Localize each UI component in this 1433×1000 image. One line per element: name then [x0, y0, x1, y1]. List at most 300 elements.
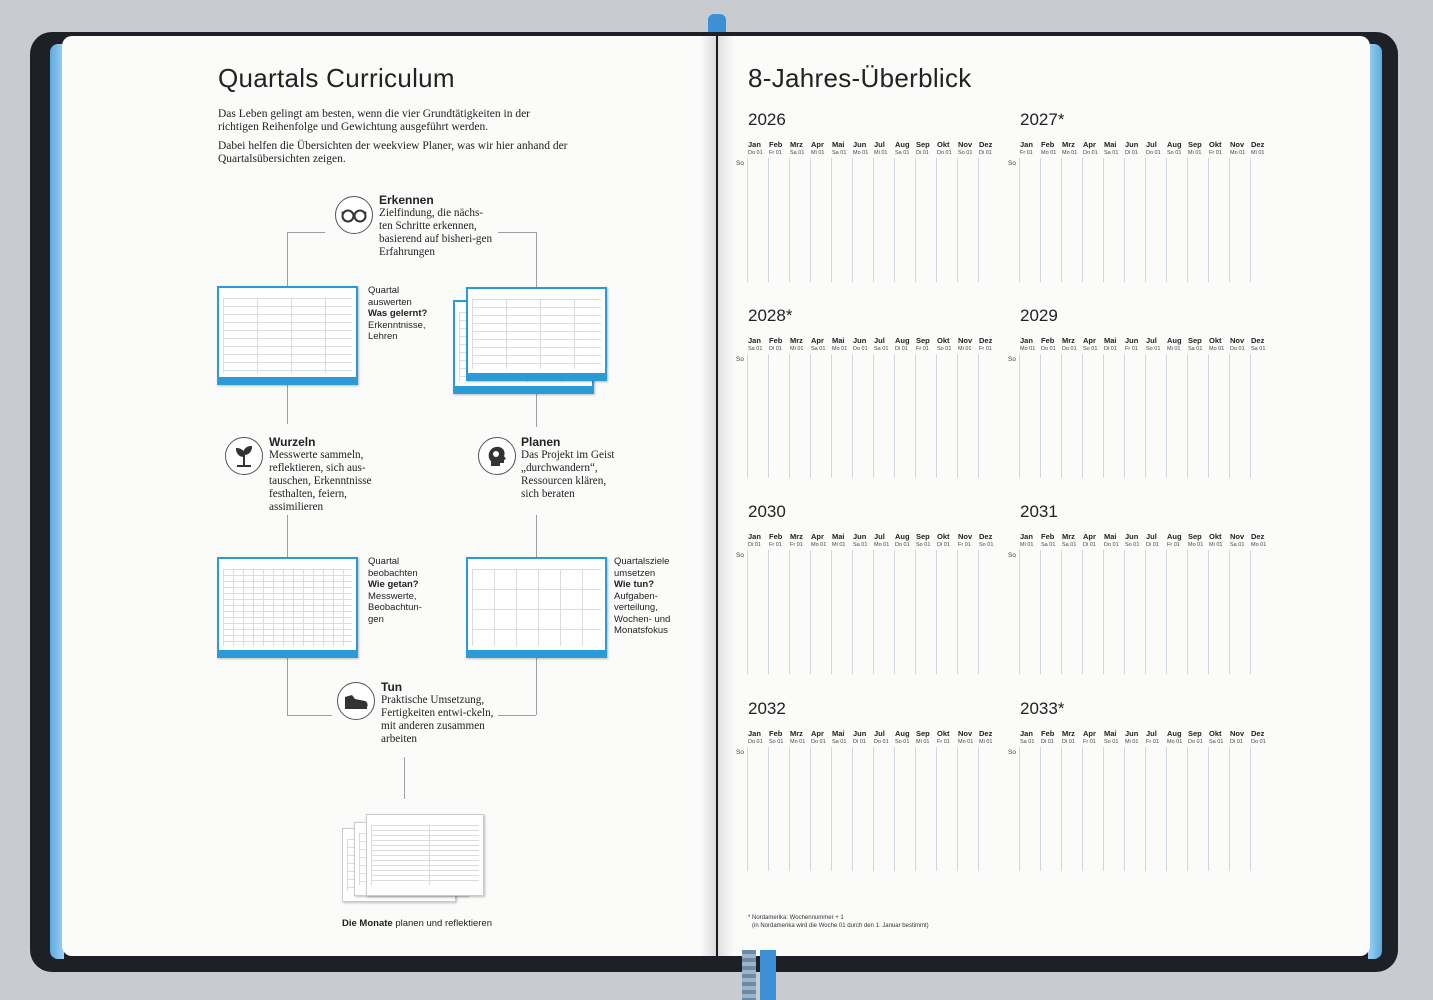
- month-column: [831, 747, 832, 871]
- month-start-day: Mo 01: [874, 542, 890, 548]
- month-column: [852, 550, 853, 674]
- month-start-day: So 01: [1125, 542, 1140, 548]
- month-column: [831, 354, 832, 478]
- month-column: [1061, 158, 1062, 282]
- month-column: [810, 158, 811, 282]
- step-tun: [356, 680, 496, 746]
- month-name: Sep: [1188, 729, 1202, 738]
- month-start-day: Mo 01: [1062, 150, 1078, 156]
- month-name: Okt: [937, 140, 950, 149]
- month-start-day: Mo 01: [1209, 346, 1225, 352]
- month-column: [789, 550, 790, 674]
- month-column: [1208, 354, 1209, 478]
- year-label: 2029: [1020, 306, 1058, 325]
- month-column: [768, 354, 769, 478]
- month-start-day: Di 01: [769, 346, 782, 352]
- step-text: Praktische Umsetzung, Fertigkeiten entwi-ckeln, mit anderen zusammen arbeiten: [381, 694, 494, 745]
- month-name: Mrz: [1062, 532, 1075, 541]
- intro-text: [218, 108, 568, 172]
- step-planen: [496, 435, 626, 501]
- sunday-label: So: [736, 356, 744, 363]
- month-column: [1250, 550, 1251, 674]
- month-start-day: Sa 01: [1062, 542, 1077, 548]
- month-column: [978, 354, 979, 478]
- month-name: Dez: [979, 140, 993, 149]
- month-start-day: Di 01: [1041, 739, 1054, 745]
- arrow-bottom-left: [287, 715, 332, 716]
- bookmark-ribbon-blue: [760, 950, 776, 1000]
- year-label: 2026: [748, 110, 786, 129]
- month-start-day: Do 01: [1251, 739, 1266, 745]
- month-start-day: Fr 01: [769, 542, 782, 548]
- month-column: [747, 747, 748, 871]
- year-label: 2031: [1020, 502, 1058, 521]
- month-start-day: So 01: [937, 346, 952, 352]
- month-start-day: Sa 01: [1209, 739, 1224, 745]
- month-name: Sep: [916, 729, 930, 738]
- month-column: [1250, 354, 1251, 478]
- month-name: Feb: [769, 532, 783, 541]
- month-name: Jul: [874, 729, 885, 738]
- sunday-label: So: [1008, 356, 1016, 363]
- month-column: [1061, 550, 1062, 674]
- month-start-day: So 01: [979, 542, 994, 548]
- month-start-day: Do 01: [1188, 739, 1203, 745]
- month-start-day: Sa 01: [811, 346, 826, 352]
- page-title-left: Quartals Curriculum: [218, 63, 455, 93]
- quartal-auswerten-thumbnail: [217, 286, 358, 385]
- month-start-day: Mi 01: [874, 150, 888, 156]
- sunday-label: So: [1008, 160, 1016, 167]
- month-start-day: Do 01: [1146, 150, 1161, 156]
- month-column: [957, 158, 958, 282]
- month-name: Jan: [1020, 336, 1033, 345]
- month-name: Jan: [748, 336, 761, 345]
- month-name: Mai: [1104, 729, 1117, 738]
- month-column: [1124, 158, 1125, 282]
- month-name: Feb: [1041, 532, 1055, 541]
- month-start-day: Mo 01: [1167, 739, 1183, 745]
- month-column: [915, 747, 916, 871]
- bottom-caption: Die Monate planen und reflektieren: [342, 918, 492, 929]
- month-name: Nov: [958, 532, 973, 541]
- month-column: [1124, 550, 1125, 674]
- month-name: Mai: [832, 729, 845, 738]
- month-start-day: Sa 01: [895, 150, 910, 156]
- month-column: [873, 747, 874, 871]
- month-name: Jul: [1146, 140, 1157, 149]
- month-start-day: Do 01: [748, 150, 763, 156]
- month-name: Feb: [1041, 140, 1055, 149]
- month-name: Aug: [895, 729, 910, 738]
- month-start-day: Mi 01: [811, 150, 825, 156]
- month-start-day: Fr 01: [1125, 346, 1138, 352]
- month-start-day: Mi 01: [979, 739, 993, 745]
- month-column: [873, 550, 874, 674]
- month-start-day: Mi 01: [1020, 542, 1034, 548]
- month-name: Nov: [958, 729, 973, 738]
- month-column: [1145, 354, 1146, 478]
- month-name: Mrz: [1062, 336, 1075, 345]
- month-column: [810, 550, 811, 674]
- month-column: [1103, 158, 1104, 282]
- right-page: [718, 36, 1370, 956]
- month-name: Mrz: [790, 336, 803, 345]
- month-start-day: Sa 01: [874, 346, 889, 352]
- month-name: Jun: [1125, 140, 1139, 149]
- month-start-day: Do 01: [1041, 346, 1056, 352]
- month-column: [1082, 550, 1083, 674]
- month-column: [1187, 354, 1188, 478]
- month-name: Nov: [1230, 532, 1245, 541]
- month-column: [957, 747, 958, 871]
- month-name: Jan: [748, 140, 761, 149]
- month-name: Mrz: [1062, 729, 1075, 738]
- sunday-label: So: [1008, 749, 1016, 756]
- month-column: [1166, 747, 1167, 871]
- month-start-day: Do 01: [895, 542, 910, 548]
- month-start-day: Sa 01: [832, 739, 847, 745]
- month-name: Jun: [1125, 336, 1139, 345]
- month-name: Jan: [1020, 729, 1033, 738]
- month-column: [957, 354, 958, 478]
- month-start-day: Do 01: [853, 346, 868, 352]
- month-start-day: Do 01: [1083, 150, 1098, 156]
- step-title: Wurzeln: [269, 435, 316, 449]
- month-name: Aug: [895, 532, 910, 541]
- month-column: [1229, 354, 1230, 478]
- month-column: [747, 158, 748, 282]
- month-start-day: Di 01: [748, 542, 761, 548]
- month-column: [789, 354, 790, 478]
- month-start-day: Sa 01: [1188, 346, 1203, 352]
- step-title: Tun: [381, 680, 403, 694]
- month-column: [831, 550, 832, 674]
- month-name: Aug: [1167, 532, 1182, 541]
- page-edge-right: [1368, 44, 1382, 959]
- month-name: Mrz: [790, 532, 803, 541]
- month-start-day: Mo 01: [832, 346, 848, 352]
- month-column: [1124, 354, 1125, 478]
- month-start-day: Mo 01: [1230, 150, 1246, 156]
- month-start-day: So 01: [769, 739, 784, 745]
- quartalsziele-thumbnail: [466, 557, 607, 658]
- month-name: Mai: [1104, 336, 1117, 345]
- month-start-day: Sa 01: [853, 542, 868, 548]
- step-text: Das Projekt im Geist „durchwandern“, Ressourcen klären, sich beraten: [521, 449, 615, 500]
- month-start-day: Fr 01: [769, 150, 782, 156]
- month-start-day: Mi 01: [1188, 150, 1202, 156]
- month-start-day: Sa 01: [832, 150, 847, 156]
- month-name: Feb: [1041, 729, 1055, 738]
- month-column: [1187, 158, 1188, 282]
- month-name: Aug: [895, 140, 910, 149]
- month-column: [810, 354, 811, 478]
- caption-beobachten: Quartal beobachten Wie getan? Messwerte, Beobachtun- gen: [368, 556, 422, 625]
- footnote: * Nordamerika: Wochennummer + 1 (in Nordamerika wird die Woche 01 durch den 1. Januar bestimmt): [748, 915, 929, 929]
- month-start-day: Mi 01: [1209, 542, 1223, 548]
- month-start-day: Di 01: [1083, 542, 1096, 548]
- month-column: [1208, 158, 1209, 282]
- month-start-day: Di 01: [1125, 150, 1138, 156]
- month-column: [1103, 354, 1104, 478]
- month-column: [1208, 747, 1209, 871]
- intro-paragraph-2: Dabei helfen die Übersichten der weekview Planer, was wir hier anhand der Quartalsübersichten zeigen.: [218, 140, 568, 165]
- month-name: Nov: [1230, 729, 1245, 738]
- month-start-day: Mo 01: [853, 150, 869, 156]
- step-wurzeln: [244, 435, 384, 514]
- month-name: Apr: [811, 140, 824, 149]
- month-name: Nov: [1230, 140, 1245, 149]
- month-column: [747, 550, 748, 674]
- month-name: Aug: [895, 336, 910, 345]
- month-name: Mrz: [790, 729, 803, 738]
- month-column: [1040, 550, 1041, 674]
- month-column: [1019, 354, 1020, 478]
- month-name: Feb: [769, 336, 783, 345]
- step-erkennen: [354, 193, 494, 259]
- month-column: [1082, 354, 1083, 478]
- month-name: Dez: [1251, 336, 1265, 345]
- month-start-day: Mo 01: [1188, 542, 1204, 548]
- month-column: [1019, 747, 1020, 871]
- month-name: Jan: [748, 729, 761, 738]
- month-name: Sep: [916, 532, 930, 541]
- month-name: Jun: [853, 532, 867, 541]
- month-start-day: Di 01: [916, 150, 929, 156]
- month-start-day: So 01: [916, 542, 931, 548]
- month-name: Okt: [937, 532, 950, 541]
- month-start-day: Di 01: [853, 739, 866, 745]
- month-start-day: Fr 01: [1167, 542, 1180, 548]
- month-name: Aug: [1167, 336, 1182, 345]
- month-column: [1187, 550, 1188, 674]
- month-start-day: Mi 01: [1251, 150, 1265, 156]
- intro-paragraph-1: Das Leben gelingt am besten, wenn die vier Grundtätigkeiten in der richtigen Reihenfolge und Gewichtung ausgeführt werden.: [218, 108, 530, 133]
- month-name: Jul: [1146, 336, 1157, 345]
- month-name: Dez: [1251, 729, 1265, 738]
- month-start-day: Fr 01: [937, 739, 950, 745]
- year-label: 2027*: [1020, 110, 1065, 129]
- month-start-day: Mi 01: [916, 739, 930, 745]
- month-start-day: Fr 01: [979, 346, 992, 352]
- month-name: Sep: [1188, 532, 1202, 541]
- month-column: [915, 158, 916, 282]
- book-gutter: [700, 36, 734, 956]
- month-name: Mai: [832, 140, 845, 149]
- month-start-day: Fr 01: [1209, 150, 1222, 156]
- month-column: [1166, 158, 1167, 282]
- arrow-down-months: [404, 757, 405, 799]
- month-start-day: Sa 01: [1020, 739, 1035, 745]
- month-column: [1145, 747, 1146, 871]
- month-start-day: Di 01: [937, 542, 950, 548]
- month-start-day: Sa 01: [1041, 542, 1056, 548]
- month-name: Apr: [1083, 729, 1096, 738]
- caption-auswerten: Quartal auswerten Was gelernt? Erkenntnisse, Lehren: [368, 285, 428, 342]
- month-name: Okt: [937, 729, 950, 738]
- month-start-day: Di 01: [1062, 739, 1075, 745]
- month-name: Jan: [1020, 140, 1033, 149]
- month-start-day: Do 01: [1062, 346, 1077, 352]
- month-name: Jun: [1125, 532, 1139, 541]
- month-start-day: Mo 01: [1251, 542, 1267, 548]
- year-label: 2028*: [748, 306, 793, 325]
- month-name: Dez: [979, 729, 993, 738]
- month-start-day: Sa 01: [1230, 542, 1245, 548]
- month-name: Apr: [1083, 532, 1096, 541]
- month-column: [1166, 354, 1167, 478]
- month-name: Apr: [1083, 336, 1096, 345]
- month-name: Apr: [811, 532, 824, 541]
- step-title: Erkennen: [379, 193, 434, 207]
- month-name: Okt: [937, 336, 950, 345]
- month-start-day: So 01: [1167, 150, 1182, 156]
- month-name: Sep: [1188, 336, 1202, 345]
- month-name: Sep: [916, 140, 930, 149]
- month-name: Okt: [1209, 729, 1222, 738]
- quartal-beobachten-thumbnail: [217, 557, 358, 658]
- month-column: [978, 747, 979, 871]
- month-column: [1145, 158, 1146, 282]
- month-name: Nov: [1230, 336, 1245, 345]
- month-name: Jan: [748, 532, 761, 541]
- month-start-day: Di 01: [895, 346, 908, 352]
- month-column: [873, 354, 874, 478]
- month-column: [936, 158, 937, 282]
- sunday-label: So: [736, 552, 744, 559]
- sunday-label: So: [1008, 552, 1016, 559]
- page-title-right: 8-Jahres-Überblick: [748, 63, 972, 93]
- month-column: [1103, 550, 1104, 674]
- month-start-day: Do 01: [1230, 346, 1245, 352]
- month-start-day: Fr 01: [1083, 739, 1096, 745]
- month-column: [915, 550, 916, 674]
- arrow-top-left: [287, 232, 325, 233]
- month-column: [852, 354, 853, 478]
- month-column: [789, 747, 790, 871]
- month-name: Apr: [811, 729, 824, 738]
- month-name: Mai: [832, 532, 845, 541]
- month-name: Feb: [769, 729, 783, 738]
- month-column: [1103, 747, 1104, 871]
- quartal-planung-thumbnail: [466, 287, 607, 381]
- month-start-day: Fr 01: [958, 542, 971, 548]
- month-column: [768, 158, 769, 282]
- month-name: Jul: [874, 336, 885, 345]
- month-column: [1040, 158, 1041, 282]
- month-name: Feb: [1041, 336, 1055, 345]
- month-name: Okt: [1209, 532, 1222, 541]
- month-column: [1187, 747, 1188, 871]
- month-start-day: Fr 01: [1020, 150, 1033, 156]
- step-title: Planen: [521, 435, 561, 449]
- month-start-day: Do 01: [874, 739, 889, 745]
- month-column: [1019, 550, 1020, 674]
- month-name: Mrz: [1062, 140, 1075, 149]
- month-start-day: So 01: [895, 739, 910, 745]
- month-column: [747, 354, 748, 478]
- month-start-day: Sa 01: [1104, 150, 1119, 156]
- step-text: Zielfindung, die nächs-ten Schritte erkennen, basierend auf bisheri-gen Erfahrungen: [379, 207, 493, 258]
- month-start-day: So 01: [958, 150, 973, 156]
- month-column: [873, 158, 874, 282]
- month-column: [1229, 747, 1230, 871]
- month-start-day: So 01: [1146, 346, 1161, 352]
- month-name: Jul: [874, 140, 885, 149]
- month-start-day: Mo 01: [1020, 346, 1036, 352]
- month-column: [1019, 158, 1020, 282]
- month-start-day: Sa 01: [1251, 346, 1266, 352]
- month-start-day: So 01: [1083, 346, 1098, 352]
- month-column: [789, 158, 790, 282]
- month-column: [1040, 354, 1041, 478]
- month-name: Mai: [832, 336, 845, 345]
- month-column: [768, 550, 769, 674]
- month-column: [978, 158, 979, 282]
- month-start-day: So 01: [1104, 739, 1119, 745]
- month-name: Jun: [853, 140, 867, 149]
- month-start-day: Mo 01: [1041, 150, 1057, 156]
- month-name: Sep: [916, 336, 930, 345]
- month-name: Jun: [853, 336, 867, 345]
- month-start-day: Mi 01: [832, 542, 846, 548]
- month-column: [936, 354, 937, 478]
- month-name: Mai: [1104, 532, 1117, 541]
- month-column: [957, 550, 958, 674]
- month-start-day: Di 01: [1146, 542, 1159, 548]
- month-name: Jul: [1146, 729, 1157, 738]
- month-start-day: Sa 01: [748, 346, 763, 352]
- month-start-day: Do 01: [1104, 542, 1119, 548]
- step-text: Messwerte sammeln, reflektieren, sich aus-tauschen, Erkenntnisse festhalten, feiern, assimilieren: [269, 449, 372, 513]
- month-name: Apr: [811, 336, 824, 345]
- month-name: Apr: [1083, 140, 1096, 149]
- month-name: Sep: [1188, 140, 1202, 149]
- month-column: [1082, 747, 1083, 871]
- monthly-sheet-1: [366, 814, 484, 896]
- month-start-day: Mi 01: [958, 346, 972, 352]
- month-name: Feb: [769, 140, 783, 149]
- month-name: Jun: [1125, 729, 1139, 738]
- month-column: [978, 550, 979, 674]
- month-column: [1250, 158, 1251, 282]
- month-name: Okt: [1209, 140, 1222, 149]
- month-column: [768, 747, 769, 871]
- month-name: Aug: [1167, 140, 1182, 149]
- month-start-day: Do 01: [748, 739, 763, 745]
- month-start-day: Do 01: [937, 150, 952, 156]
- year-label: 2033*: [1020, 699, 1065, 718]
- month-start-day: Mo 01: [790, 739, 806, 745]
- year-label: 2030: [748, 502, 786, 521]
- month-start-day: Di 01: [1104, 346, 1117, 352]
- month-column: [810, 747, 811, 871]
- month-start-day: Fr 01: [1146, 739, 1159, 745]
- month-name: Mrz: [790, 140, 803, 149]
- sunday-label: So: [736, 160, 744, 167]
- month-name: Jun: [853, 729, 867, 738]
- sunday-label: So: [736, 749, 744, 756]
- month-column: [831, 158, 832, 282]
- month-start-day: Mi 01: [1125, 739, 1139, 745]
- month-name: Nov: [958, 140, 973, 149]
- month-column: [1082, 158, 1083, 282]
- month-name: Dez: [979, 336, 993, 345]
- month-name: Okt: [1209, 336, 1222, 345]
- year-label: 2032: [748, 699, 786, 718]
- month-column: [1040, 747, 1041, 871]
